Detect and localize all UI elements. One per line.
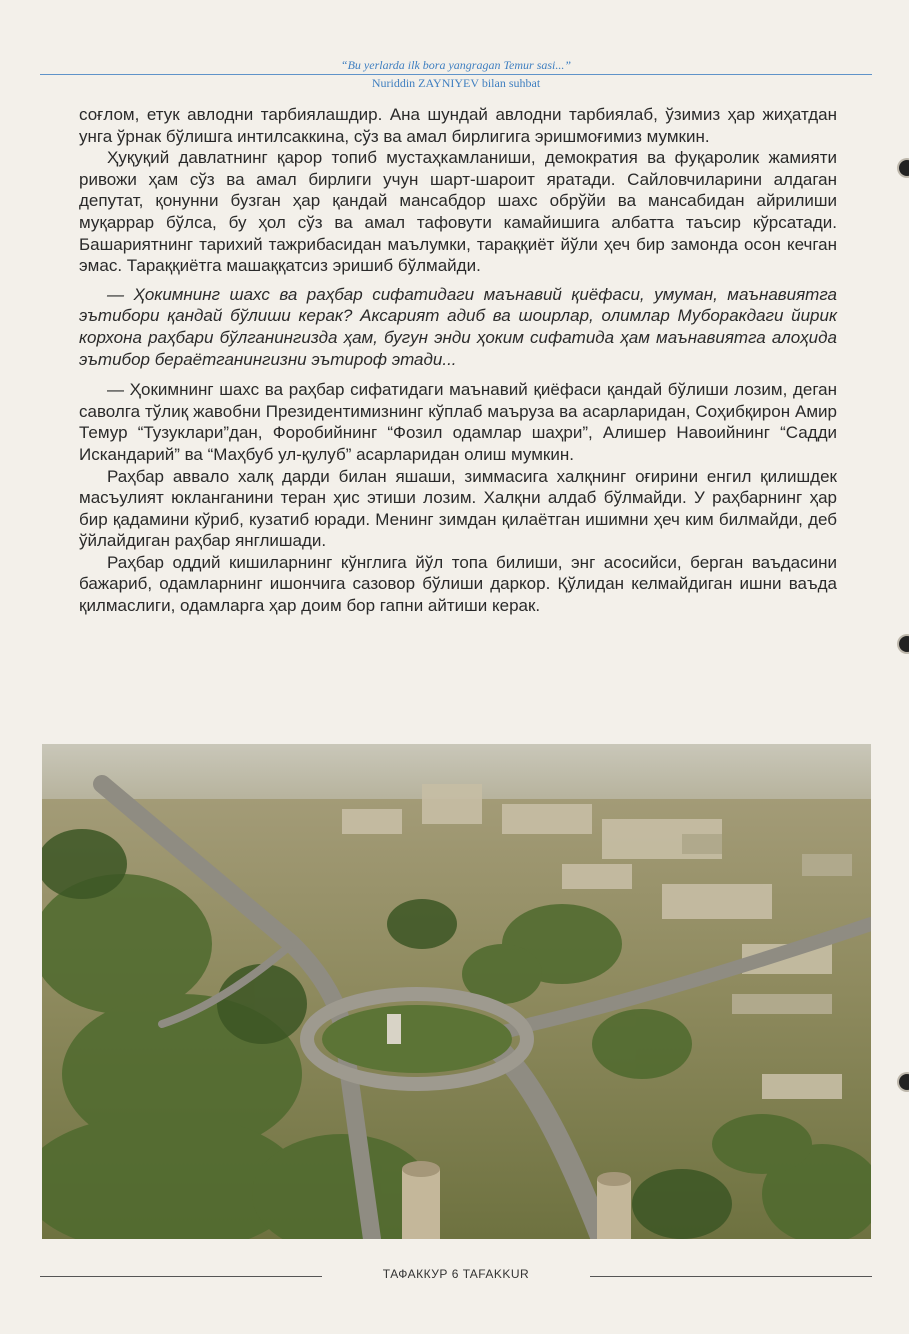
interview-question: — Ҳокимнинг шахс ва раҳбар сифатидаги маънавий қиёфаси, умуман, маънавиятга эътибори қандай бўлиши керак? Аксарият адиб ва шоирлар, олимлар Муборакдаги йирик корхона раҳбари бўлганингизда ҳам, бугун энди ҳоким сифатида ҳам маънавиятга алоҳида эътибор бераётганингизни эътироф этади...	[79, 284, 837, 369]
header-rule	[40, 74, 872, 75]
binder-hole-icon	[899, 1074, 909, 1090]
header-subtitle: Nuriddin ZAYNIYEV bilan suhbat	[371, 76, 541, 90]
interview-answer: — Ҳокимнинг шахс ва раҳбар сифатидаги маънавий қиёфаси қандай бўлиши лозим, деган саволга тўлиқ жавобни Президентимизнинг кўплаб маъруза ва асарларидан, Соҳибқирон Амир Темур “Тузуклари”дан, Форобийнинг “Фозил одамлар шаҳри”, Алишер Навоийнинг “Садди Искандарий” ва “Маҳбуб ул-қулуб” асарларидан олиш мумкин.	[79, 380, 837, 464]
paragraph-2: Ҳуқуқий давлатнинг қарор топиб мустаҳкамланиши, демократия ва фуқаролик жамияти ривожи ҳам сўз ва амал бирлиги учун шарт-шароит яратади. Сайловчиларини алдаган депутат, қонунни бузган ҳар қандай мансабдор шахс обрўйи ва мансабидан айрилиши муқаррар бўлса, бу ҳол сўз ва амал тафовути камайишига албатта таъсир кўрсатади. Башариятнинг тарихий тажрибасидан маълумки, тараққиёт йўли ҳеч бир замонда осон кечган эмас. Тараққиётга машаққатсиз эришиб бўлмайди.	[79, 148, 837, 276]
running-header	[40, 54, 872, 94]
header-title: “Bu yerlarda ilk bora yangragan Temur sasi...”	[340, 58, 572, 72]
binder-hole-icon	[899, 636, 909, 652]
page-footer	[40, 1265, 872, 1287]
paragraph-1: соғлом, етук авлодни тарбиялашдир. Ана шундай авлодни тарбиялаб, ўзимиз ҳар жиҳатдан унга ўрнак бўлишга интилсаккина, сўз ва амал бирлигига эришмоғимиз мумкин.	[79, 105, 837, 146]
paragraph-6: Раҳбар оддий кишиларнинг кўнглига йўл топа билиши, энг асосийси, берган ваъдасини бажариб, одамларнинг ишончига сазовор бўлиши даркор. Қўлидан келмайдиган ишни ваъда қилмаслиги, одамларга ҳар доим бор гапни айтиши керак.	[79, 552, 837, 616]
footer-rule-left	[40, 1276, 322, 1277]
article-body	[79, 104, 837, 617]
footer-caption: ТАФАККУР 6 TAFAKKUR	[382, 1267, 530, 1281]
aerial-city-illustration	[42, 744, 871, 1239]
footer-rule-right	[590, 1276, 872, 1277]
binder-hole-icon	[899, 160, 909, 176]
paragraph-5: Раҳбар аввало халқ дарди билан яшаши, зиммасига халқнинг оғирини енгил қилишдек масъулият юкланганини теран ҳис этиши лозим. Халқни алдаб бўлмайди. У раҳбарнинг ҳар бир қадамини кўриб, кузатиб юради. Менинг зимдан қилаётган ишимни ҳеч ким билмайди, деб ўйлайдиган раҳбар янглишади.	[79, 466, 837, 551]
aerial-city-photo	[42, 744, 871, 1239]
